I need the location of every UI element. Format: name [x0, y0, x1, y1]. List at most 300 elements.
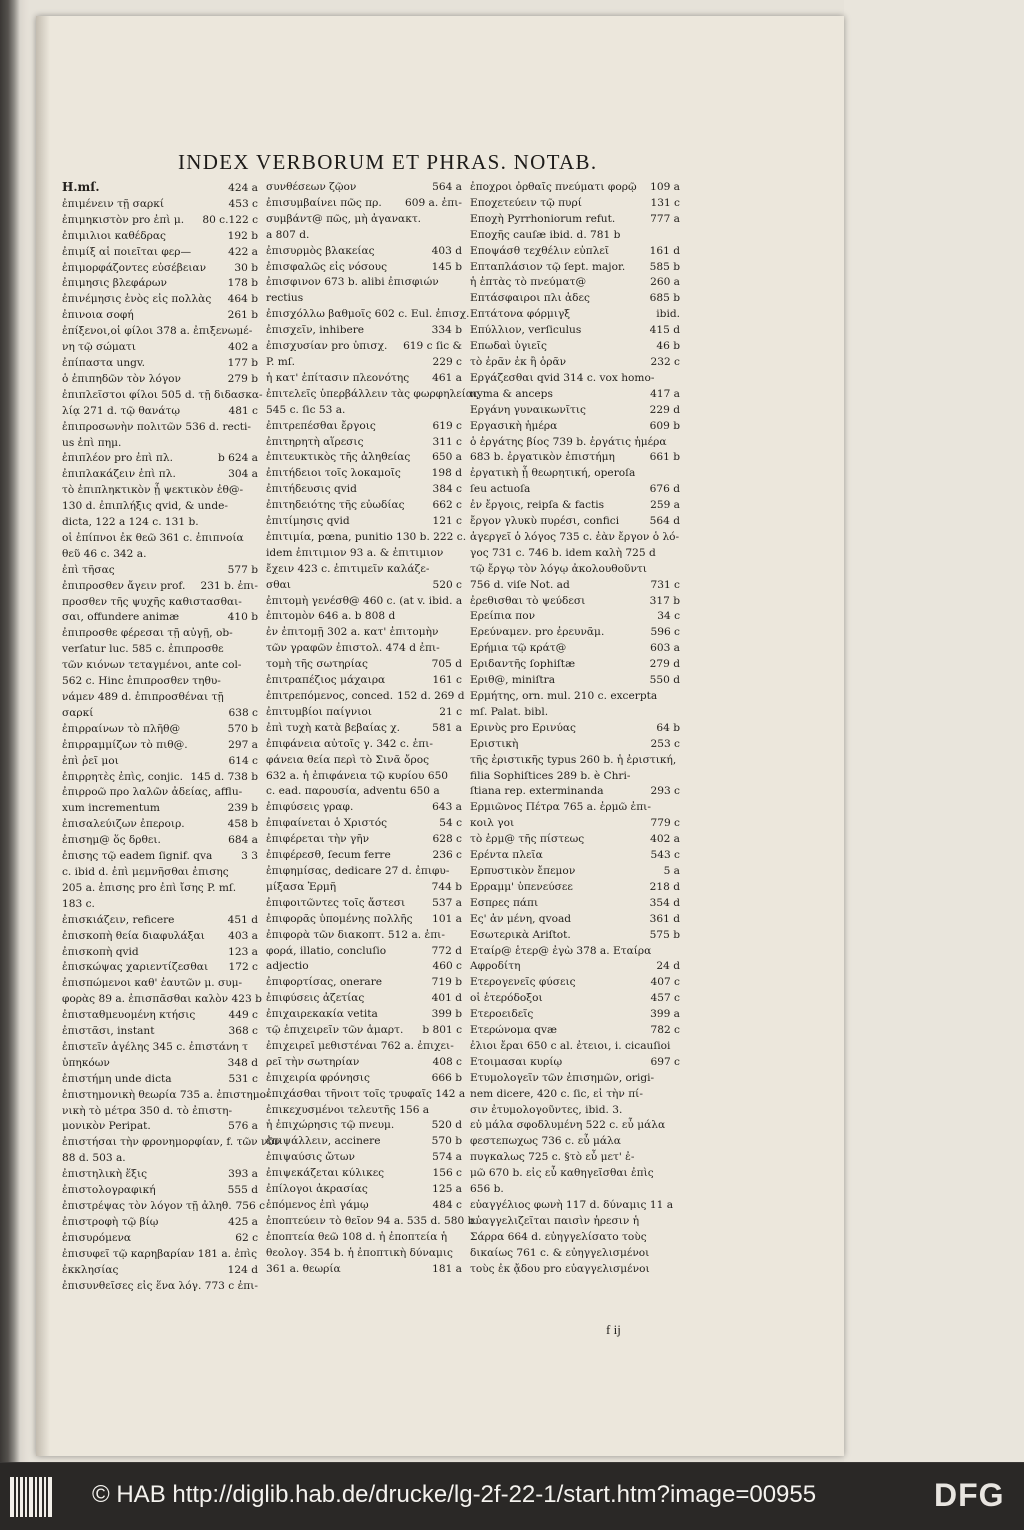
index-entry [470, 1134, 680, 1150]
index-entry [266, 1182, 462, 1198]
index-entry-ref: 576 a [228, 1120, 258, 1133]
index-entry [266, 228, 462, 244]
index-entry-text: ἐποπτεία θεῶ 108 d. ἡ ἐποπτεία ἡ [266, 1230, 448, 1243]
index-entry [62, 992, 262, 1008]
index-entry [62, 1135, 281, 1151]
index-entry [470, 514, 680, 530]
index-entry [470, 1182, 680, 1198]
index-entry-text: 656 b. [470, 1183, 504, 1196]
index-entry [62, 1167, 258, 1183]
index-entry [266, 832, 462, 848]
index-entry [62, 817, 258, 833]
index-entry-text: Επύλλιον, verſiculus [470, 324, 582, 337]
index-entry-text: ἐπιτελεῖς ὑπερβάλλειν τὰς φωρφηλείας [266, 387, 479, 400]
index-entry-ref: 520 d [431, 1119, 462, 1132]
index-entry-ref: 231 b. ἐπι- [200, 579, 258, 592]
index-entry-ref: 297 a [228, 738, 258, 751]
running-head: INDEX VERBORUM ET PHRAS. NOTAB. [178, 150, 598, 174]
index-entry [62, 404, 258, 420]
index-entry-ref: 5 a [663, 864, 680, 877]
index-entry [470, 498, 680, 514]
index-entry-ref: 408 c [432, 1055, 462, 1068]
index-entry [470, 1103, 680, 1119]
index-entry [470, 387, 680, 403]
index-entry-text: Ετυμολογεῖν τῶν ἐπισημῶν, origi- [470, 1071, 655, 1084]
index-entry-ref: 464 b [227, 293, 258, 306]
index-entry-text: ἐπιρροῶ προ λαλῶν ἀδείας, afflu- [62, 786, 243, 799]
index-entry [266, 530, 467, 546]
index-entry-text: ἐπιπλακάζειν ἐπὶ πλ. [62, 468, 176, 481]
index-entry-ref: 21 c [439, 705, 462, 718]
index-entry-ref: 744 b [431, 880, 462, 893]
index-entry [62, 738, 258, 754]
index-entry-text: ἐπισκώψας χαριεντίζεσθαι [62, 961, 209, 974]
index-entry-ref: 481 c [228, 404, 258, 417]
index-entry-text: ἐπισχόλλω βαθμοῖς 602 c. Eul. ἐπισχ. [266, 308, 470, 321]
index-entry-ref: 403 d [431, 244, 462, 257]
index-entry-ref: 34 c [657, 610, 680, 623]
index-entry-text: ἐν ἔργοις, reipſa & factis [470, 499, 605, 512]
index-entry-text: ἐπιχειρία φρόνησις [266, 1071, 370, 1084]
index-entry-text: ἐπιστεῖν ἀγέλης 345 c. ἐπιστάνη τ [62, 1040, 248, 1053]
index-entry [266, 212, 462, 228]
copyright-url-text[interactable]: © HAB http://diglib.hab.de/drucke/lg-2f-22-1/start.htm?image=00955 [92, 1481, 817, 1508]
index-entry [470, 530, 680, 546]
index-entry-ref: 451 d [227, 913, 258, 926]
index-entry-text: Εταίρ@ ἑτερ@ ἐγὼ 378 a. Εταίρα [470, 944, 652, 957]
index-entry-text: Επωδαὶ ὑγιεῖς [470, 340, 547, 353]
index-entry-text: nem dicere, 420 c. ſic, εἰ τὴν πί- [470, 1087, 643, 1100]
index-entry-ref: 152 d. 269 d [397, 690, 465, 702]
index-entry [266, 196, 462, 212]
index-entry-text: εὐαγγέλιος φωνὴ 117 d. δύναμις 11 a [470, 1199, 674, 1211]
index-entry-text: 130 d. ἐπιπλήξις qvid, & unde- [62, 500, 228, 513]
index-entry-text: ἐπιφάνεια αὐτοῖς γ. 342 c. ἐπι- [266, 737, 433, 750]
index-entry [266, 419, 462, 435]
index-entry [266, 180, 462, 196]
index-entry [62, 849, 258, 865]
index-entry [62, 180, 258, 197]
index-entry [470, 959, 680, 975]
index-entry [470, 180, 680, 196]
index-entry-ref: 574 a [432, 1151, 462, 1164]
index-entry-text: ἐπιστηλικὴ ἕξις [62, 1168, 148, 1181]
index-entry [470, 1214, 680, 1230]
index-entry [62, 515, 258, 531]
index-entry-ref: 399 a [650, 1008, 680, 1021]
index-entry-text: ἐπιμίξ αἱ ποιεῖται φερ— [62, 245, 192, 258]
index-entry-text: ὑπηκόων [62, 1056, 110, 1069]
index-entry-text: ἐπιπλεῖστοι φίλοι 505 d. τῇ διδασκα- [62, 388, 263, 401]
index-entry [266, 323, 462, 339]
index-entry [62, 292, 258, 308]
index-entry-text: dicta, 122 a 124 c. 131 b. [62, 516, 199, 529]
index-entry-text: 683 b. ἐργατικὸν ἐπιστήμη [470, 451, 615, 464]
index-entry-ref: 415 d [649, 324, 680, 337]
index-entry-text: εὐαγγελιζεῖται παισὶν ἡρεσιν ἡ [470, 1214, 640, 1227]
index-entry-text: ἐπιχάσθαι τῆνοιτ τοῖς τρυφαῖς 142 a [266, 1087, 466, 1100]
index-entry-text: ἔχειν 423 c. ἐπιτιμεῖν καλάζε- [266, 562, 430, 575]
index-entry-ref: 232 c [650, 355, 680, 368]
index-entry-text: ἐλιοι ἔραι 650 c al. ἐτειοι, i. cicauſioi [470, 1039, 671, 1052]
index-entry [62, 1263, 258, 1279]
index-entry-text: ἐπιστημονικὴ θεωρία 735 a. ἐπιστημο- [62, 1088, 270, 1101]
index-entry [266, 1134, 462, 1150]
index-entry-text: ἐπισταθμευομένη κτήσις [62, 1009, 196, 1022]
index-entry [470, 562, 680, 578]
index-entry [470, 625, 680, 641]
index-entry-text: ἐπιφαίνεται ὁ Χριστός [266, 817, 388, 830]
index-entry-ref: 638 c [228, 706, 258, 719]
index-entry-ref: 628 c [432, 833, 462, 846]
index-entry-text: adjectio [266, 960, 309, 973]
index-entry-text: συμβάντ@ πῶς, μὴ ἀγανακτ. [266, 212, 422, 225]
index-entry-text: Εποχετεύειν τῷ πυρί [470, 196, 582, 209]
index-entry-text: σιν ἐτυμολογοῦντες, ibid. 3. [470, 1103, 623, 1116]
index-entry-text: ἐπιψεκάζεται κύλικες [266, 1167, 385, 1180]
index-entry [266, 896, 462, 912]
index-entry [62, 865, 258, 881]
index-entry-ref: 177 b [227, 356, 258, 369]
index-entry [470, 800, 680, 816]
index-entry-ref: 393 a [228, 1168, 258, 1181]
index-entry [62, 197, 258, 213]
index-entry-text: νικὴ τὸ μέτρα 350 d. τὸ ἐπιστη- [62, 1104, 233, 1117]
index-entry-text: τῷ ἐπιχειρεῖν τῶν ἁμαρτ. [266, 1024, 404, 1037]
index-entry [62, 1247, 258, 1263]
index-entry [470, 260, 680, 276]
index-entry [62, 1008, 258, 1024]
index-entry-text: Ερμιῶνος Πέτρα 765 a. ἑρμῶ ἐπι- [470, 801, 651, 814]
index-entry-text: Ετοιμασαι κυρίῳ [470, 1055, 563, 1068]
index-entry-text: c. ibid d. ἐπὶ μεμνῆσθαι ἐπισης [62, 865, 229, 878]
index-entry-ref: 581 a [432, 721, 462, 734]
index-entry [266, 1039, 462, 1055]
index-entry-text: a 807 d. [266, 228, 310, 241]
index-entry [470, 689, 680, 705]
index-entry [266, 641, 462, 657]
index-entry [470, 546, 680, 562]
index-entry [266, 1087, 466, 1103]
index-entry-ref: 779 c [650, 817, 680, 830]
index-entry-text: οἱ ἑτερόδοξοι [470, 992, 543, 1005]
index-entry [266, 705, 462, 721]
index-entry [470, 784, 680, 800]
index-entry [266, 355, 462, 371]
index-entry-ref: 650 a [432, 451, 462, 464]
index-entry [266, 769, 462, 785]
index-entry [266, 975, 462, 991]
index-entry [266, 1246, 462, 1262]
index-entry [470, 419, 680, 435]
index-entry-text: θεῦ 46 c. 342 a. [62, 547, 147, 560]
index-entry-ref: 422 a [228, 245, 258, 258]
index-entry-text: ἐπισκιάζειν, reficere [62, 913, 175, 926]
index-entry-text: Ετερώνομα qvæ [470, 1024, 557, 1037]
index-entry-text: τὸ ἑρμ@ τῆς πίστεως [470, 833, 585, 846]
index-entry [62, 801, 258, 817]
index-entry-text: οἱ ἐπίπνοι ἐκ θεῶ 361 c. ἐπιπνοία [62, 531, 244, 544]
index-entry [62, 436, 258, 452]
index-entry-text: ἐργατικὴ ᾗ θεωρητική, operoſa [470, 467, 636, 480]
index-entry-text: ſtiana rep. exterminanda [470, 785, 604, 798]
index-entry [470, 1246, 680, 1262]
index-entry [62, 531, 258, 547]
index-entry [470, 371, 680, 387]
index-entry-text: φορὰς 89 a. ἐπισπᾶσθαι καλὸν 423 b [62, 993, 262, 1006]
index-entry [266, 291, 462, 307]
index-entry-text: Εποχῆς cauſæ ibid. d. 781 b [470, 228, 621, 241]
index-entry [470, 928, 680, 944]
index-entry [62, 261, 258, 277]
index-entry [470, 1087, 680, 1103]
index-entry-text: ρεῖ τὴν σωτηρίαν [266, 1055, 360, 1068]
index-entry [266, 991, 462, 1007]
index-entry [470, 880, 680, 896]
index-entry-ref: 570 b [431, 1135, 462, 1148]
index-entry [62, 356, 258, 372]
index-entry [62, 1231, 258, 1247]
index-entry-ref: 719 b [431, 976, 462, 989]
index-column-3 [470, 180, 680, 1326]
index-entry-ref: 239 b [227, 802, 258, 815]
index-entry-text: σαρκί [62, 706, 94, 719]
index-entry-ref: 685 b [649, 292, 680, 305]
index-entry-text: Εριστικὴ [470, 737, 519, 750]
index-entry [266, 498, 462, 514]
index-entry-text: ἐπισυμβαίνει πῶς πρ. [266, 196, 382, 209]
index-entry-text: ἐπιμησις βλεφάρων [62, 277, 167, 290]
index-entry-text: ἐπιφύσεις γραφ. [266, 801, 354, 814]
index-entry-ref: 125 a [432, 1183, 462, 1196]
index-entry-ref: 229 c [432, 355, 462, 368]
index-entry-text: Ες' ἀν μένη, qvoad [470, 912, 572, 925]
index-entry-text: σθαι [266, 578, 291, 591]
index-entry-ref: 348 d [227, 1056, 258, 1069]
index-entry-ref: 782 c [650, 1024, 680, 1037]
index-entry [62, 770, 258, 786]
index-entry-text: ἐπιφορτίσας, onerare [266, 976, 383, 989]
index-entry-ref: 46 b [656, 340, 680, 353]
index-entry-text: us ἐπὶ πημ. [62, 436, 122, 449]
index-entry [62, 626, 258, 642]
dfg-logo: DFG [934, 1477, 1005, 1513]
index-entry [266, 482, 462, 498]
index-entry-text: ἐπιτομὸν 646 a. b 808 d [266, 610, 396, 623]
index-entry [62, 1183, 258, 1199]
index-entry-text: λίᾳ 271 d. τῷ θανάτῳ [62, 404, 180, 417]
index-entry-text: Ερέντα πλεῖα [470, 849, 543, 862]
index-entry-ref: 756 c [235, 1200, 266, 1212]
index-entry-text: ἐπιχειρεῖ μεθιστέναι 762 a. ἐπιχει- [266, 1039, 454, 1052]
hab-barcode-icon [10, 1477, 54, 1517]
index-entry [470, 673, 680, 689]
index-entry-text: 756 d. viſe Not. ad [470, 578, 570, 591]
index-entry-text: ἐπισαλεύιζων ἐπεροιρ. [62, 818, 185, 831]
index-entry-ref: 458 b [227, 818, 258, 831]
index-entry [470, 244, 680, 260]
index-entry-text: ἡ ἐπιχώρησις τῷ πνευμ. [266, 1119, 395, 1132]
index-entry [62, 976, 258, 992]
index-entry [266, 1150, 462, 1166]
index-entry [62, 324, 258, 340]
index-entry-ref: 555 d [227, 1184, 258, 1197]
index-entry-ref: 537 a [432, 896, 462, 909]
index-entry-ref: 304 a [228, 468, 258, 481]
index-entry [62, 642, 258, 658]
index-entry [62, 658, 258, 674]
index-entry [62, 229, 258, 245]
index-entry [470, 1118, 680, 1134]
index-entry-text: ἐπιστᾶσι, instant [62, 1025, 155, 1038]
index-entry-ref: 424 a [228, 182, 258, 194]
index-entry-ref: 384 c [432, 483, 462, 496]
index-entry-text: μῶ 670 b. εἰς εὖ καθηγεῖσθαι ἐπὶς [470, 1167, 654, 1180]
index-entry [266, 1230, 462, 1246]
index-entry [266, 1262, 462, 1278]
index-entry-ref: 172 c [228, 961, 258, 974]
index-entry [266, 673, 462, 689]
index-entry [62, 1088, 270, 1104]
index-entry [62, 833, 258, 849]
index-entry-ref: 402 a [650, 833, 680, 846]
index-entry-ref: 64 b [656, 721, 680, 734]
index-entry [470, 657, 680, 673]
index-entry-text: Ερμήτης, orn. mul. 210 c. excerpta [470, 690, 658, 702]
index-entry-text: ἐπιστρέψας τὸν λόγον τῇ ἀληθ. [62, 1200, 232, 1212]
index-entry [470, 816, 680, 832]
index-entry [266, 753, 462, 769]
index-entry [62, 785, 258, 801]
index-entry-text: ὁ ἐργάτης βίος 739 b. ἐργάτις ἡμέρα [470, 435, 667, 448]
index-entry [62, 706, 258, 722]
index-entry-text: rectius [266, 292, 304, 305]
index-entry-text: ἐπιμορφάζοντες εὐσέβειαν [62, 261, 207, 274]
index-entry-text: ἐπιφέρεται τὴν γῆν [266, 833, 370, 846]
index-entry-ref: 609 b [649, 419, 680, 432]
index-entry [470, 1262, 680, 1278]
index-entry-ref: 603 a [650, 642, 680, 655]
index-column-2 [266, 180, 479, 1326]
index-entry [266, 737, 462, 753]
index-entry-text: ὁ ἐπιπηδῶν τὸν λόγον [62, 372, 181, 385]
index-entry-ref: 161 c [432, 674, 462, 687]
index-entry-text: Εργάνη γυναικωνῖτις [470, 403, 586, 416]
index-entry-text: ἐπὶ τῆσας [62, 563, 115, 576]
page-gutter-shadow [36, 16, 50, 1456]
index-entry [62, 1151, 258, 1167]
index-entry [470, 355, 680, 371]
index-entry-ref: 399 b [431, 1008, 462, 1021]
index-entry [62, 1119, 258, 1135]
index-entry-text: ἐπιρρητὲς ἐπὶς, conjic. [62, 770, 184, 783]
index-entry [470, 1166, 680, 1182]
index-entry-ref: 361 d [649, 912, 680, 925]
index-entry-text: τῶν γραφῶν ἐπιστολ. 474 d ἐπι- [266, 642, 440, 655]
index-entry [470, 912, 680, 928]
index-entry-text: ἐπιτραπέζιος μάχαιρα [266, 674, 386, 687]
index-entry-text: ἐπιτήδειοι τοῖς λοκαμοῖς [266, 467, 401, 480]
index-entry-text: ἐπιστήσαι τὴν φρονημορφίαν, f. τῶν νῦν [62, 1136, 281, 1149]
index-entry-ref: 131 c [650, 196, 680, 209]
index-entry [470, 896, 680, 912]
index-entry-text: Εριδαντῆς ſophiſtæ [470, 658, 576, 671]
index-entry-text: Ερεύναμεν. pro ἐρευνᾶμ. [470, 626, 605, 639]
index-entry-text: c. ead. παρουσία, adventu 650 a [266, 785, 440, 798]
index-entry-ref: 564 d [649, 515, 680, 528]
index-entry [470, 1039, 680, 1055]
index-entry [62, 547, 258, 563]
index-entry [266, 466, 462, 482]
index-entry [266, 562, 462, 578]
index-entry-ref: 614 c [228, 754, 258, 767]
index-entry-ref: 661 b [649, 451, 680, 464]
index-entry-text: 632 a. ἡ ἐπιφάνεια τῷ κυρίου 650 [266, 769, 449, 782]
index-entry-text: Εποχὴ Pyrrhoniorum refut. [470, 212, 616, 225]
index-entry-text: ἐπιπροσωνὴν πολιτῶν 536 d. recti- [62, 420, 251, 433]
index-entry-ref: 417 a [650, 387, 680, 400]
index-entry-text: ἐπιτηδειότης τῆς εὐωδίας [266, 499, 405, 512]
index-entry [62, 340, 258, 356]
index-entry-ref: 585 b [649, 260, 680, 273]
index-entry-ref: 259 a [650, 499, 680, 512]
index-entry [62, 372, 258, 388]
index-entry-text: φάνεια θεία περὶ τὸ Σινᾶ ὄρος [266, 753, 430, 766]
index-entry-ref: 662 c [432, 499, 462, 512]
index-entry-text: ἐπίλογοι ἀκρασίας [266, 1183, 368, 1196]
index-entry [62, 499, 258, 515]
index-entry [470, 196, 680, 212]
index-entry-text: 545 c. ſic 53 a. [266, 403, 346, 416]
index-entry-text: πυγκαλως 725 c. §τὸ εὖ μετ' ἐ- [470, 1151, 635, 1164]
index-entry [470, 1150, 680, 1166]
index-entry [62, 881, 258, 897]
index-entry [62, 1104, 258, 1120]
index-entry-text: 361 a. θεωρία [266, 1262, 341, 1275]
index-entry-text: ἐκκλησίας [62, 1263, 119, 1276]
index-entry-text: ἐπιφύσεις ἀζετίας [266, 992, 365, 1005]
index-entry-text: nyma & anceps [470, 387, 553, 400]
index-entry-ref: 457 c [650, 992, 680, 1005]
index-entry [62, 1056, 258, 1072]
index-entry-ref: 354 d [649, 896, 680, 909]
index-entry-ref: 570 b [227, 722, 258, 735]
index-entry-text: ἐπισφαλῶς εἰς νόσους [266, 260, 388, 273]
index-entry-text: τομὴ τῆς σωτηρίας [266, 658, 368, 671]
index-entry-text: verſatur luc. 585 c. ἐπιπροσθε [62, 643, 224, 656]
index-entry-ref: 54 c [439, 817, 462, 830]
index-entry [62, 563, 258, 579]
index-entry-ref: 178 b [227, 277, 258, 290]
index-entry [470, 228, 680, 244]
index-entry-ref: 666 b [431, 1071, 462, 1084]
index-entry-text: ἐπιτρεπόμενος, conced. [266, 690, 394, 702]
index-entry-ref: 145 d. 738 b [190, 770, 258, 783]
index-entry [62, 1199, 266, 1215]
index-entry-text: ἐπὶ τυχὴ κατὰ βεβαίας χ. [266, 721, 401, 734]
index-entry [266, 546, 462, 562]
index-entry-text: ἐν ἐπιτομῇ 302 a. κατ' ἐπιτομὴν [266, 626, 439, 639]
index-entry-text: ἐπισπώμενοι καθ' ἑαυτῶν μ. συμ- [62, 977, 243, 990]
index-entry-text: ἀγεργεῖ ὁ λόγος 735 c. ἐὰν ἔργον ὁ λό- [470, 530, 680, 543]
index-entry-text: ἐρεθισθαι τὸ ψεύδεσι [470, 594, 586, 607]
index-entry [62, 610, 258, 626]
index-entry-text: τῆς ἐριστικῆς typus 260 b. ἡ ἐριστική, [470, 753, 677, 766]
index-entry-ref: 236 c [432, 849, 462, 862]
index-entry-ref: 401 d [431, 992, 462, 1005]
index-entry-ref: 334 b [431, 324, 462, 337]
index-entry-ref: 705 d [431, 658, 462, 671]
